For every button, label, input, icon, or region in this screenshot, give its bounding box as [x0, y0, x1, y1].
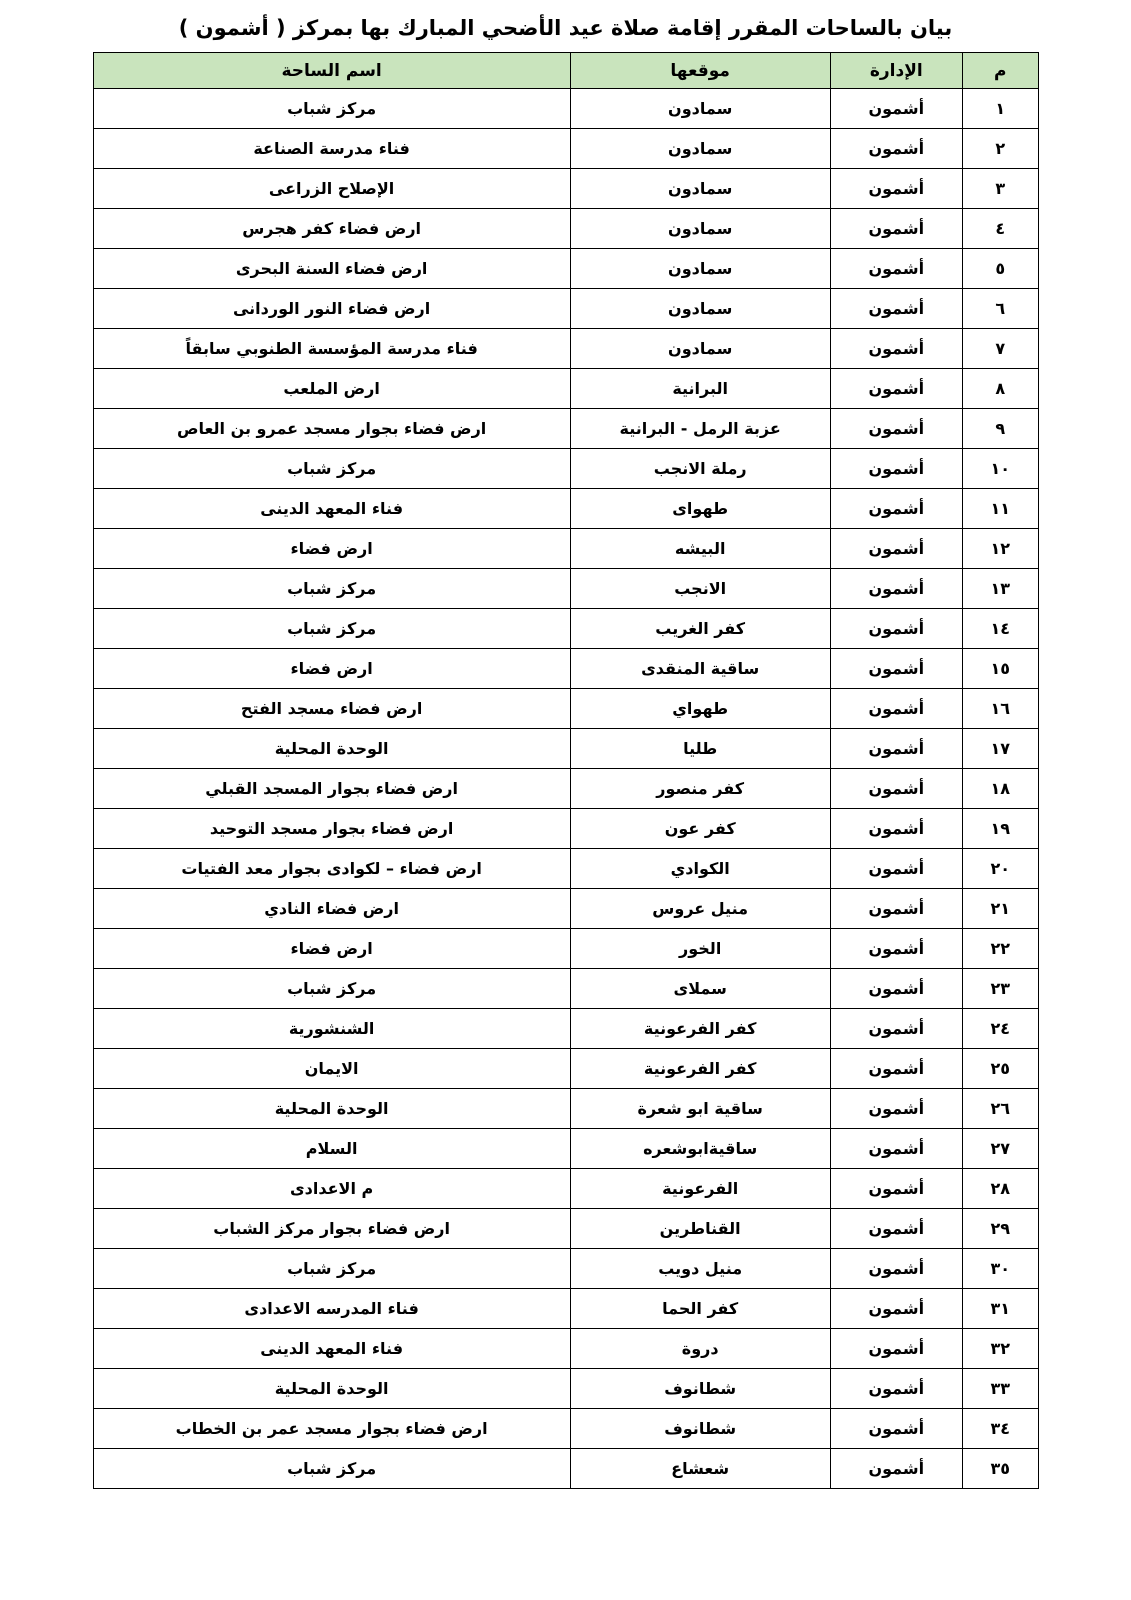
administration-cell: أشمون: [830, 89, 962, 129]
table-row: [93, 1169, 1038, 1209]
location-cell: عزبة الرمل - البرانية: [570, 409, 830, 449]
table-row: [93, 1449, 1038, 1489]
square-name-cell: ارض فضاء بجوار مسجد عمرو بن العاص: [93, 409, 570, 449]
table-row: [93, 89, 1038, 129]
row-number-cell: ٢١: [962, 889, 1038, 929]
row-number-cell: ٢٣: [962, 969, 1038, 1009]
table-header-row: [93, 53, 1038, 89]
row-number-cell: ٢: [962, 129, 1038, 169]
square-name-cell: مركز شباب: [93, 89, 570, 129]
location-cell: دروة: [570, 1329, 830, 1369]
administration-cell: أشمون: [830, 649, 962, 689]
header-location: موقعها: [570, 53, 830, 89]
table-row: [93, 1009, 1038, 1049]
location-cell: الفرعونية: [570, 1169, 830, 1209]
table-row: [93, 1329, 1038, 1369]
location-cell: ساقية المنقدى: [570, 649, 830, 689]
table-row: [93, 969, 1038, 1009]
location-cell: طهواي: [570, 689, 830, 729]
administration-cell: أشمون: [830, 689, 962, 729]
table-row: [93, 689, 1038, 729]
administration-cell: أشمون: [830, 1089, 962, 1129]
square-name-cell: ارض فضاء – لكوادى بجوار معد الفتيات: [93, 849, 570, 889]
table-row: [93, 849, 1038, 889]
administration-cell: أشمون: [830, 1049, 962, 1089]
row-number-cell: ٢٠: [962, 849, 1038, 889]
row-number-cell: ١٣: [962, 569, 1038, 609]
administration-cell: أشمون: [830, 729, 962, 769]
row-number-cell: ٧: [962, 329, 1038, 369]
location-cell: البيشه: [570, 529, 830, 569]
square-name-cell: الوحدة المحلية: [93, 729, 570, 769]
location-cell: سمادون: [570, 89, 830, 129]
administration-cell: أشمون: [830, 929, 962, 969]
row-number-cell: ١٨: [962, 769, 1038, 809]
table-row: [93, 1369, 1038, 1409]
square-name-cell: ارض فضاء بجوار المسجد القبلي: [93, 769, 570, 809]
square-name-cell: مركز شباب: [93, 449, 570, 489]
administration-cell: أشمون: [830, 169, 962, 209]
location-cell: القناطرين: [570, 1209, 830, 1249]
administration-cell: أشمون: [830, 449, 962, 489]
table-row: [93, 929, 1038, 969]
administration-cell: أشمون: [830, 569, 962, 609]
administration-cell: أشمون: [830, 769, 962, 809]
location-cell: سملاى: [570, 969, 830, 1009]
square-name-cell: ارض فضاء النادي: [93, 889, 570, 929]
prayer-locations-table: [93, 52, 1039, 1489]
table-row: [93, 649, 1038, 689]
square-name-cell: الوحدة المحلية: [93, 1369, 570, 1409]
table-row: [93, 809, 1038, 849]
row-number-cell: ٣: [962, 169, 1038, 209]
location-cell: سمادون: [570, 209, 830, 249]
table-row: [93, 449, 1038, 489]
table-row: [93, 129, 1038, 169]
row-number-cell: ١: [962, 89, 1038, 129]
table-row: [93, 1049, 1038, 1089]
square-name-cell: ارض الملعب: [93, 369, 570, 409]
table-row: [93, 249, 1038, 289]
square-name-cell: الشنشورية: [93, 1009, 570, 1049]
administration-cell: أشمون: [830, 409, 962, 449]
square-name-cell: الإصلاح الزراعى: [93, 169, 570, 209]
administration-cell: أشمون: [830, 969, 962, 1009]
row-number-cell: ١٦: [962, 689, 1038, 729]
square-name-cell: السلام: [93, 1129, 570, 1169]
row-number-cell: ١٤: [962, 609, 1038, 649]
location-cell: كفر الحما: [570, 1289, 830, 1329]
table-body: [93, 89, 1038, 1489]
table-header: [93, 53, 1038, 89]
administration-cell: أشمون: [830, 489, 962, 529]
square-name-cell: مركز شباب: [93, 1249, 570, 1289]
location-cell: كفر الفرعونية: [570, 1009, 830, 1049]
table-row: [93, 769, 1038, 809]
administration-cell: أشمون: [830, 529, 962, 569]
square-name-cell: ارض فضاء بجوار مسجد عمر بن الخطاب: [93, 1409, 570, 1449]
table-row: [93, 569, 1038, 609]
table-row: [93, 209, 1038, 249]
square-name-cell: ارض فضاء: [93, 649, 570, 689]
administration-cell: أشمون: [830, 1009, 962, 1049]
square-name-cell: الوحدة المحلية: [93, 1089, 570, 1129]
location-cell: الانجب: [570, 569, 830, 609]
row-number-cell: ٢٩: [962, 1209, 1038, 1249]
administration-cell: أشمون: [830, 1329, 962, 1369]
square-name-cell: ارض فضاء مسجد الفتح: [93, 689, 570, 729]
table-row: [93, 1129, 1038, 1169]
location-cell: كفر منصور: [570, 769, 830, 809]
table-row: [93, 889, 1038, 929]
administration-cell: أشمون: [830, 1289, 962, 1329]
row-number-cell: ١٠: [962, 449, 1038, 489]
row-number-cell: ١١: [962, 489, 1038, 529]
row-number-cell: ٣٤: [962, 1409, 1038, 1449]
location-cell: طليا: [570, 729, 830, 769]
square-name-cell: ارض فضاء: [93, 929, 570, 969]
square-name-cell: ارض فضاء: [93, 529, 570, 569]
square-name-cell: مركز شباب: [93, 969, 570, 1009]
row-number-cell: ١٢: [962, 529, 1038, 569]
square-name-cell: ارض فضاء كفر هجرس: [93, 209, 570, 249]
table-row: [93, 529, 1038, 569]
square-name-cell: فناء مدرسة الصناعة: [93, 129, 570, 169]
administration-cell: أشمون: [830, 889, 962, 929]
location-cell: سمادون: [570, 329, 830, 369]
row-number-cell: ٣١: [962, 1289, 1038, 1329]
row-number-cell: ٤: [962, 209, 1038, 249]
location-cell: كفر الغريب: [570, 609, 830, 649]
administration-cell: أشمون: [830, 1369, 962, 1409]
administration-cell: أشمون: [830, 329, 962, 369]
row-number-cell: ٣٠: [962, 1249, 1038, 1289]
administration-cell: أشمون: [830, 369, 962, 409]
table-row: [93, 1209, 1038, 1249]
location-cell: ساقيةابوشعره: [570, 1129, 830, 1169]
row-number-cell: ٢٥: [962, 1049, 1038, 1089]
table-row: [93, 1409, 1038, 1449]
location-cell: رملة الانجب: [570, 449, 830, 489]
table-row: [93, 489, 1038, 529]
location-cell: شطانوف: [570, 1369, 830, 1409]
table-row: [93, 1249, 1038, 1289]
square-name-cell: ارض فضاء السنة البحرى: [93, 249, 570, 289]
administration-cell: أشمون: [830, 1409, 962, 1449]
location-cell: شطانوف: [570, 1409, 830, 1449]
location-cell: طهواى: [570, 489, 830, 529]
row-number-cell: ٦: [962, 289, 1038, 329]
location-cell: سمادون: [570, 169, 830, 209]
square-name-cell: ارض فضاء بجوار مسجد التوحيد: [93, 809, 570, 849]
location-cell: ساقية ابو شعرة: [570, 1089, 830, 1129]
location-cell: الخور: [570, 929, 830, 969]
row-number-cell: ٣٣: [962, 1369, 1038, 1409]
location-cell: منيل دويب: [570, 1249, 830, 1289]
administration-cell: أشمون: [830, 609, 962, 649]
location-cell: كفر عون: [570, 809, 830, 849]
administration-cell: أشمون: [830, 289, 962, 329]
square-name-cell: ارض فضاء النور الوردانى: [93, 289, 570, 329]
square-name-cell: ارض فضاء بجوار مركز الشباب: [93, 1209, 570, 1249]
table-row: [93, 409, 1038, 449]
square-name-cell: مركز شباب: [93, 569, 570, 609]
square-name-cell: م الاعدادى: [93, 1169, 570, 1209]
square-name-cell: مركز شباب: [93, 1449, 570, 1489]
table-row: [93, 329, 1038, 369]
table-row: [93, 1089, 1038, 1129]
location-cell: شعشاع: [570, 1449, 830, 1489]
row-number-cell: ٥: [962, 249, 1038, 289]
row-number-cell: ٢٧: [962, 1129, 1038, 1169]
square-name-cell: فناء المعهد الدينى: [93, 489, 570, 529]
square-name-cell: فناء المعهد الدينى: [93, 1329, 570, 1369]
row-number-cell: ٢٨: [962, 1169, 1038, 1209]
location-cell: سمادون: [570, 289, 830, 329]
table-row: [93, 1289, 1038, 1329]
row-number-cell: ٢٤: [962, 1009, 1038, 1049]
location-cell: منيل عروس: [570, 889, 830, 929]
square-name-cell: مركز شباب: [93, 609, 570, 649]
square-name-cell: فناء مدرسة المؤسسة الطنوبي سابقاً: [93, 329, 570, 369]
row-number-cell: ١٥: [962, 649, 1038, 689]
location-cell: سمادون: [570, 129, 830, 169]
row-number-cell: ١٩: [962, 809, 1038, 849]
administration-cell: أشمون: [830, 129, 962, 169]
administration-cell: أشمون: [830, 1169, 962, 1209]
row-number-cell: ٩: [962, 409, 1038, 449]
administration-cell: أشمون: [830, 1449, 962, 1489]
administration-cell: أشمون: [830, 209, 962, 249]
row-number-cell: ٣٢: [962, 1329, 1038, 1369]
header-square-name: اسم الساحة: [93, 53, 570, 89]
table-row: [93, 729, 1038, 769]
administration-cell: أشمون: [830, 1249, 962, 1289]
row-number-cell: ١٧: [962, 729, 1038, 769]
row-number-cell: ٢٢: [962, 929, 1038, 969]
location-cell: سمادون: [570, 249, 830, 289]
location-cell: كفر الفرعونية: [570, 1049, 830, 1089]
header-administration: الإدارة: [830, 53, 962, 89]
administration-cell: أشمون: [830, 809, 962, 849]
table-row: [93, 169, 1038, 209]
table-row: [93, 369, 1038, 409]
administration-cell: أشمون: [830, 1209, 962, 1249]
page-title: بيان بالساحات المقرر إقامة صلاة عيد الأضحي المبارك بها بمركز ( أشمون ): [178, 16, 953, 40]
administration-cell: أشمون: [830, 249, 962, 289]
table-row: [93, 289, 1038, 329]
table-row: [93, 609, 1038, 649]
row-number-cell: ٨: [962, 369, 1038, 409]
location-cell: الكوادي: [570, 849, 830, 889]
administration-cell: أشمون: [830, 1129, 962, 1169]
row-number-cell: ٢٦: [962, 1089, 1038, 1129]
header-number: م: [962, 53, 1038, 89]
row-number-cell: ٣٥: [962, 1449, 1038, 1489]
square-name-cell: فناء المدرسه الاعدادى: [93, 1289, 570, 1329]
administration-cell: أشمون: [830, 849, 962, 889]
square-name-cell: الايمان: [93, 1049, 570, 1089]
location-cell: البرانية: [570, 369, 830, 409]
